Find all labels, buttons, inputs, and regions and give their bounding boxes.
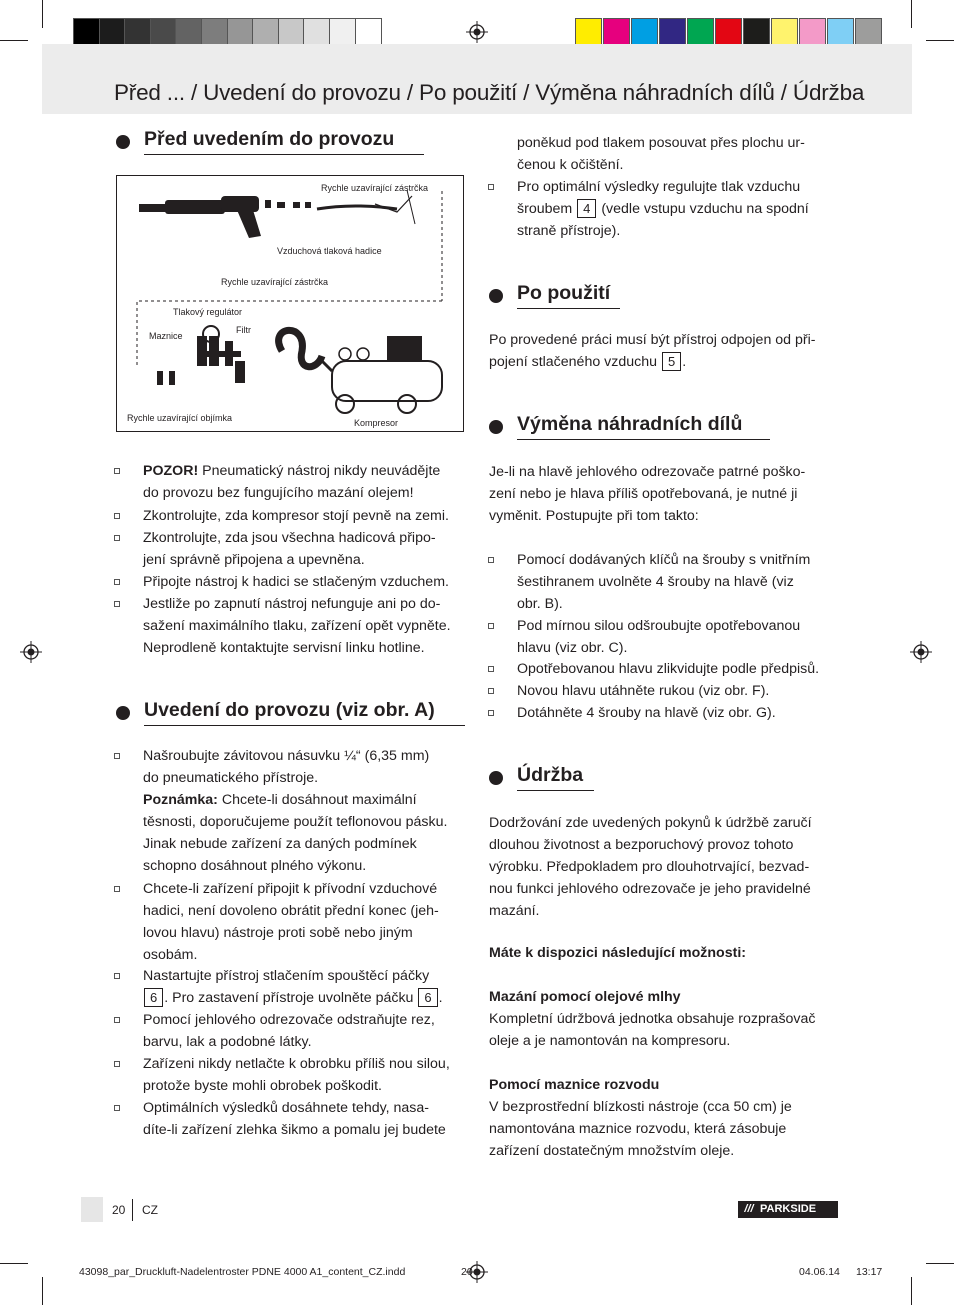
note-text: těsnosti, doporučujeme použít teflonovou pásku. [143, 814, 448, 830]
color-swatch [743, 18, 770, 46]
options-heading [489, 942, 849, 964]
gray-swatch [303, 18, 330, 46]
list-item [143, 593, 473, 659]
paragraph-line: čenou k očištění. [517, 157, 624, 173]
subheading-text: Máte k dispozici následující možnosti: [489, 945, 746, 961]
color-swatch [771, 18, 798, 46]
list-item-text: Zkontrolujte, zda jsou všechna hadicová připo- [143, 530, 436, 546]
crop-mark [926, 40, 954, 41]
continued-text [517, 132, 847, 176]
checkbox-bullet-icon [114, 601, 120, 607]
figure-label: Maznice [149, 331, 183, 341]
heading-text: Uvedení do provozu (viz obr. A) [144, 699, 435, 721]
list-item-text: díte-li zařízení zlehka šikmo a pomalu jej budete [143, 1122, 446, 1138]
list-item-text: protože byste mohli obrobek poškodit. [143, 1078, 382, 1094]
paragraph-line: . [682, 354, 687, 370]
heading-underline [517, 439, 770, 440]
color-swatch [659, 18, 686, 46]
paragraph-line: Dodržování zde uvedených pokynů k údržbě zaručí [489, 815, 812, 831]
heading-replacement-parts [517, 413, 742, 436]
paragraph-line: Po provedené práci musí být přístroj odpojen od při- [489, 332, 816, 348]
list-item [517, 658, 847, 680]
list-item-text: Pro optimální výsledky regulujte tlak vzduchu [517, 179, 801, 195]
paragraph-line: oleje a je namontován na kompresoru. [489, 1033, 731, 1049]
list-item-text: (vedle vstupu vzduchu na spodní [597, 201, 809, 217]
heading-maintenance [517, 764, 583, 787]
brand-name: PARKSIDE [760, 1203, 817, 1215]
crop-mark [42, 1277, 43, 1305]
checkbox-bullet-icon [114, 579, 120, 585]
compressor-setup-illustration [117, 176, 462, 430]
oil-mist-section [489, 986, 849, 1052]
gray-swatch [201, 18, 228, 46]
registration-mark-icon [910, 641, 932, 663]
crop-mark [926, 1263, 954, 1264]
paragraph-line: nou funkci jehlového odrezovače je jeho pravidelné [489, 881, 811, 897]
heading-text: Po použití [517, 282, 611, 304]
heading-underline [517, 308, 620, 309]
brand-logo [738, 1201, 838, 1218]
heading-underline [144, 725, 465, 726]
slug-filename: 43098_par_Druckluft-Nadelentroster PDNE 4000 A1_content_CZ.indd [79, 1266, 406, 1278]
heading-bullet-icon [489, 289, 503, 303]
color-swatch [687, 18, 714, 46]
color-swatch [575, 18, 602, 46]
figure-label: Kompresor [354, 418, 399, 428]
heading-bullet-icon [489, 771, 503, 785]
note-text: Jinak nebude zařízení za daných podmínek [143, 836, 417, 852]
list-item [517, 176, 847, 242]
list-item-text: Opotřebovanou hlavu zlikvidujte podle předpisů. [517, 661, 820, 677]
subheading-text: Pomocí maznice rozvodu [489, 1077, 660, 1093]
list-item-text: barvu, lak a podobné látky. [143, 1034, 312, 1050]
list-item-text: Zkontrolujte, zda kompresor stojí pevně na zemi. [143, 508, 449, 524]
note-text: Chcete-li dosáhnout maximální [217, 792, 417, 808]
paragraph-line: Je-li na hlavě jehlového odrezovače patrné poško- [489, 464, 806, 480]
page-number: 20 [112, 1203, 126, 1217]
list-item-text: hlavu (viz obr. C). [517, 640, 628, 656]
heading-text: Údržba [517, 764, 584, 786]
gray-swatch [73, 18, 100, 46]
list-item-text: Chcete-li zařízení připojit k přívodní vzduchové [143, 881, 438, 897]
registration-mark-icon [466, 21, 488, 43]
heading-bullet-icon [116, 135, 130, 149]
paragraph-line: výrobku. Předpokladem pro dlouhotrvající, bezvad- [489, 859, 810, 875]
gray-swatch [355, 18, 382, 46]
list-item-text: Optimálních výsledků dosáhnete tehdy, nasa- [143, 1100, 430, 1116]
list-item-text: Pomocí dodávaných klíčů na šrouby s vnitřním [517, 552, 811, 568]
checkbox-bullet-icon [488, 688, 494, 694]
gray-swatch [150, 18, 177, 46]
heading-before-use [144, 128, 394, 151]
list-item-text: hadici, není dovoleno obrátit přední konec (jeh- [143, 903, 439, 919]
slug-page: 20 [461, 1266, 473, 1278]
list-item [143, 1053, 473, 1097]
heading-underline [144, 154, 424, 155]
registration-mark-icon [20, 641, 42, 663]
list-item-text: Pod mírnou silou odšroubujte opotřebovanou [517, 618, 801, 634]
crop-mark [0, 40, 28, 41]
paragraph-line: pojení stlačeného vzduchu [489, 354, 661, 370]
heading-text: Před uvedením do provozu [144, 128, 395, 150]
list-item [143, 965, 473, 1009]
checkbox-bullet-icon [488, 557, 494, 563]
list-item-text: straně přístroje). [517, 223, 621, 239]
color-swatch [827, 18, 854, 46]
list-item-text: Novou hlavu utáhněte rukou (viz obr. F). [517, 683, 770, 699]
subheading-text: Mazání pomocí olejové mlhy [489, 989, 681, 1005]
list-item-text: osobám. [143, 947, 198, 963]
heading-after-use [517, 282, 610, 305]
checkbox-bullet-icon [488, 710, 494, 716]
paragraph-line: Kompletní údržbová jednotka obsahuje rozprašovač [489, 1011, 816, 1027]
heading-text: Výměna náhradních dílů [517, 413, 743, 435]
list-item-text: . Pro zastavení přístroje uvolněte páčku [164, 990, 414, 1006]
list-item-text: Pomocí jehlového odrezovače odstraňujte rez, [143, 1012, 435, 1028]
gray-swatch [278, 18, 305, 46]
checkbox-bullet-icon [114, 753, 120, 759]
gray-swatch [124, 18, 151, 46]
gray-swatch [252, 18, 279, 46]
replacement-intro [489, 461, 849, 527]
checkbox-bullet-icon [114, 973, 120, 979]
list-item-text: šestihranem uvolněte 4 šrouby na hlavě (viz [517, 574, 794, 590]
paragraph-line: vyměnit. Postupujte při tom takto: [489, 508, 699, 524]
list-item [143, 1009, 473, 1053]
slug-date: 04.06.14 [799, 1266, 840, 1278]
list-item-text: obr. B). [517, 596, 563, 612]
footer-divider [132, 1199, 133, 1221]
crop-mark [911, 0, 912, 28]
checkbox-bullet-icon [114, 1061, 120, 1067]
checkbox-bullet-icon [488, 184, 494, 190]
list-item-text: Dotáhněte 4 šrouby na hlavě (viz obr. G). [517, 705, 776, 721]
checkbox-bullet-icon [114, 535, 120, 541]
list-item-text: Pneumatický nástroj nikdy neuvádějte [198, 463, 441, 479]
paragraph-line: poněkud pod tlakem posouvat přes plochu ur- [517, 135, 805, 151]
gray-swatch [329, 18, 356, 46]
checkbox-bullet-icon [488, 666, 494, 672]
list-item-text: Zařízeni nikdy netlačte k obrobku příliš nou silou, [143, 1056, 450, 1072]
color-swatch [631, 18, 658, 46]
paragraph-line: namontována maznice rozvodu, která zásobuje [489, 1121, 787, 1137]
checkbox-bullet-icon [114, 1017, 120, 1023]
figure-compressor-setup [116, 175, 464, 432]
checkbox-bullet-icon [114, 513, 120, 519]
heading-bullet-icon [116, 706, 130, 720]
list-item [143, 878, 473, 966]
heading-commissioning [144, 699, 435, 722]
checkbox-bullet-icon [488, 623, 494, 629]
list-item-text: Připojte nástroj k hadici se stlačeným vzduchem. [143, 574, 449, 590]
list-item [517, 549, 847, 615]
gray-swatch [99, 18, 126, 46]
paragraph-line: zení nebo je hlava příliš opotřebovaná, je nutné ji [489, 486, 798, 502]
color-swatch [855, 18, 882, 46]
list-item-text: . [438, 990, 443, 1006]
list-item-text: sažení maximálního tlaku, zařízení opět vypněte. [143, 618, 451, 634]
list-item [143, 527, 473, 571]
paragraph-line: V bezprostřední blízkosti nástroje (cca 50 cm) je [489, 1099, 792, 1115]
list-item [143, 460, 473, 504]
figure-label: Rychle uzavírající zástrčka [221, 277, 329, 287]
list-item-text: Našroubujte závitovou násuvku ¼“ (6,35 mm) [143, 748, 430, 764]
checkbox-bullet-icon [114, 468, 120, 474]
page-title: Před ... / Uvedení do provozu / Po použití / Výměna náhradních dílů / Údržba [114, 80, 865, 105]
maintenance-intro [489, 812, 849, 922]
color-swatch [715, 18, 742, 46]
figure-label: Filtr [236, 325, 251, 335]
paragraph-line: mazání. [489, 903, 540, 919]
gray-swatch [175, 18, 202, 46]
list-item-text: do pneumatického přístroje. [143, 770, 319, 786]
paragraph-line: dlouhou životnost a bezporuchový provoz tohoto [489, 837, 794, 853]
part-reference: 6 [144, 988, 163, 1007]
heading-bullet-icon [489, 420, 503, 434]
figure-label: Tlakový regulátor [173, 307, 243, 317]
figure-label: Rychle uzavírající objímka [127, 413, 233, 423]
list-item-text: Jestliže po zapnutí nástroj nefunguje ani po do- [143, 596, 441, 612]
gray-swatch [227, 18, 254, 46]
note-text: schopno dosáhnout plného výkonu. [143, 858, 367, 874]
paragraph-line: zařízení dostatečným množstvím oleje. [489, 1143, 735, 1159]
part-reference: 4 [577, 199, 596, 218]
after-use-text [489, 329, 849, 373]
part-reference: 6 [418, 988, 437, 1007]
list-item [143, 505, 473, 527]
list-item-text: jení správně připojena a upevněna. [143, 552, 365, 568]
color-swatch [603, 18, 630, 46]
figure-label: Vzduchová tlaková hadice [277, 246, 382, 256]
figure-label: Rychle uzavírající zástrčka [321, 183, 429, 193]
list-item-text: do provozu bez fungujícího mazání olejem! [143, 485, 414, 501]
list-item-text: lovou hlavu) nástroje proti sobě nebo jiným [143, 925, 413, 941]
list-item [517, 615, 847, 659]
crop-mark [911, 1277, 912, 1305]
crop-mark [0, 1263, 28, 1264]
heading-underline [517, 790, 594, 791]
page-tab [81, 1197, 103, 1222]
note-label: Poznámka: [143, 792, 218, 808]
list-item-text: šroubem [517, 201, 577, 217]
checkbox-bullet-icon [114, 886, 120, 892]
list-item [517, 702, 847, 724]
color-swatch [799, 18, 826, 46]
list-item-text: Nastartujte přístroj stlačením spouštěcí páčky [143, 968, 430, 984]
crop-mark [42, 0, 43, 28]
list-item [143, 1097, 473, 1141]
list-item [143, 571, 473, 593]
list-item [143, 745, 473, 877]
distributor-section [489, 1074, 849, 1162]
list-item [517, 680, 847, 702]
logo-stripes-icon: /// [744, 1203, 754, 1215]
slug-time: 13:17 [856, 1266, 883, 1278]
warning-label: POZOR! [143, 463, 199, 479]
checkbox-bullet-icon [114, 1105, 120, 1111]
list-item-text: Neprodleně kontaktujte servisní linku hotline. [143, 640, 425, 656]
part-reference: 5 [662, 352, 681, 371]
language-code: CZ [142, 1203, 158, 1217]
